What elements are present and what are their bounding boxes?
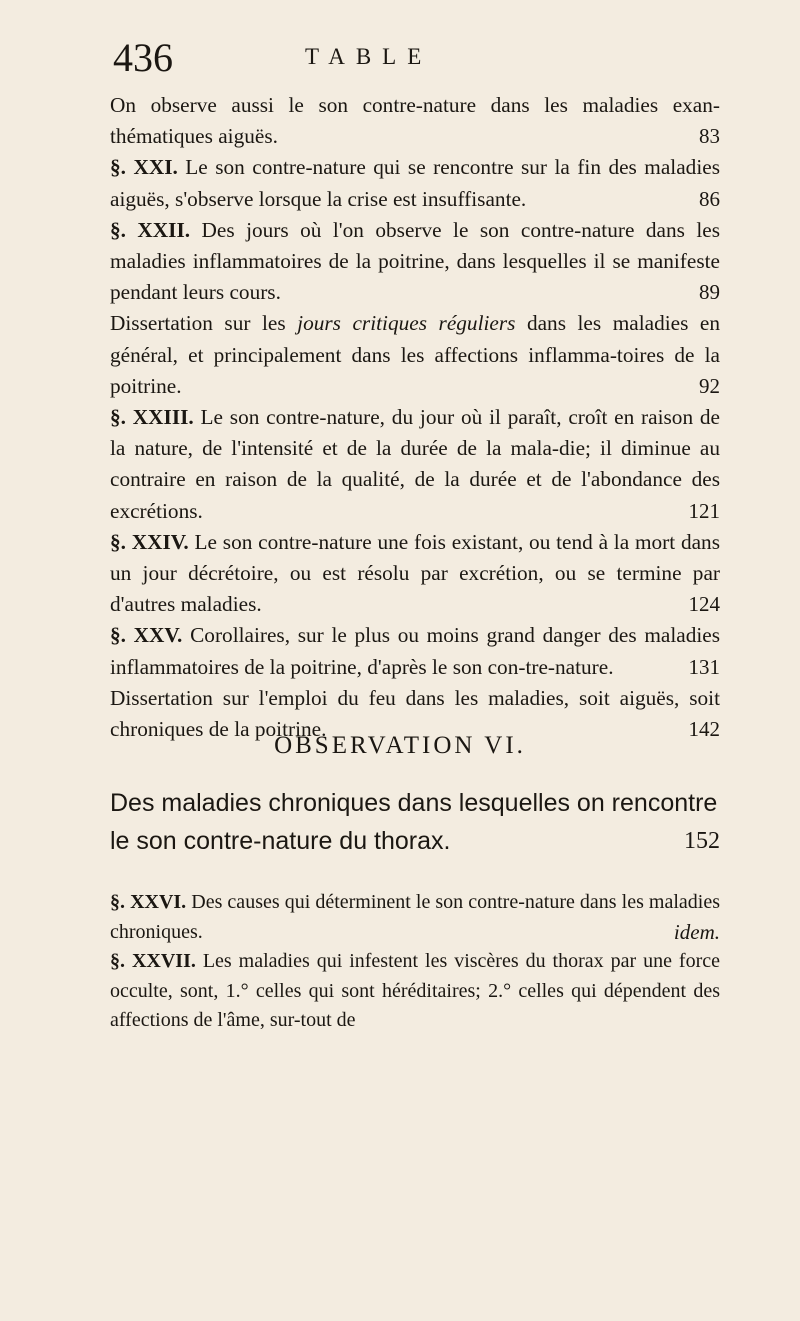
entry-text: Les maladies qui infestent les viscères du thorax par une force occulte, sont, 1.° celles qui sont héréditaires; 2.° celles qui dépendent des affections de l'âme, sur-tout de xyxy=(110,950,720,1031)
entry-text: Le son contre-nature une fois existant, ou tend à la mort dans un jour décrétoire, ou est résolu par excrétion, ou se termine par d'autres maladies. xyxy=(110,529,720,617)
entry-page: 152 xyxy=(684,828,720,854)
entry-text: On observe aussi le son contre-nature dans les maladies exan-thématiques aiguës. xyxy=(110,93,720,149)
section-heading: OBSERVATION VI. xyxy=(274,732,526,759)
entry-page: idem. xyxy=(673,919,720,944)
entry-page: 92 xyxy=(699,373,720,398)
section-mark: §. XXII. xyxy=(110,217,191,242)
entry-page: 121 xyxy=(688,498,720,523)
entry-text: Des jours où l'on observe le son contre-nature dans les maladies inflammatoires de la poitrine, dans lesquelles il se manifeste pendant leurs cours. xyxy=(110,217,720,305)
entry-page: 83 xyxy=(699,124,720,149)
section-mark: §. XXI. xyxy=(110,155,178,180)
section-mark: §. XXVI. xyxy=(110,891,187,913)
running-title: TABLE xyxy=(305,44,433,69)
table-entry xyxy=(110,947,720,1036)
table-entry xyxy=(110,888,720,947)
entry-page: 142 xyxy=(688,717,720,742)
table-entry xyxy=(110,90,720,152)
section-mark: §. XXIV. xyxy=(110,529,189,554)
entry-page: 89 xyxy=(699,280,720,305)
table-entry xyxy=(110,308,720,402)
table-entry xyxy=(110,402,720,527)
section-mark: §. XXV. xyxy=(110,623,183,648)
table-entry xyxy=(110,527,720,621)
section-mark: §. XXVII. xyxy=(110,950,196,972)
entry-page: 86 xyxy=(699,186,720,211)
entry-text: Des maladies chroniques dans lesquelles on rencontre le son contre-nature du thorax. xyxy=(110,789,718,855)
table-entries xyxy=(110,90,720,745)
section-lead-entry xyxy=(110,784,720,860)
section-entries xyxy=(110,888,720,1036)
entry-text: Le son contre-nature qui se rencontre sur la fin des maladies aiguës, s'observe lorsque la crise est insuffisante. xyxy=(110,155,720,211)
entry-text: Dissertation sur les jours critiques réguliers dans les maladies en général, et principalement dans les affections inflamma-toires de la poitrine. xyxy=(110,311,721,398)
italic-phrase: jours critiques réguliers xyxy=(297,311,516,336)
section-mark: §. XXIII. xyxy=(110,405,194,430)
entry-text: Corollaires, sur le plus ou moins grand danger des maladies inflammatoires de la poitrine, d'après le son con-tre-nature. xyxy=(110,623,721,679)
entry-page: 131 xyxy=(688,654,720,679)
table-entry xyxy=(110,620,720,682)
entry-text: Dissertation sur l'emploi du feu dans les maladies, soit aiguës, soit chroniques de la poitrine. xyxy=(110,685,720,742)
entry-page: 124 xyxy=(688,592,720,617)
page-number: 436 xyxy=(113,35,173,80)
table-entry xyxy=(110,215,720,309)
entry-text: Des causes qui déterminent le son contre-nature dans les maladies chroniques. xyxy=(110,891,721,943)
table-entry xyxy=(110,152,720,214)
entry-text: Le son contre-nature, du jour où il paraît, croît en raison de la nature, de l'intensité et de la durée de la mala-die; il diminue au contraire en raison de la qualité, de la durée et de l'abondance des excrétions. xyxy=(110,405,721,523)
